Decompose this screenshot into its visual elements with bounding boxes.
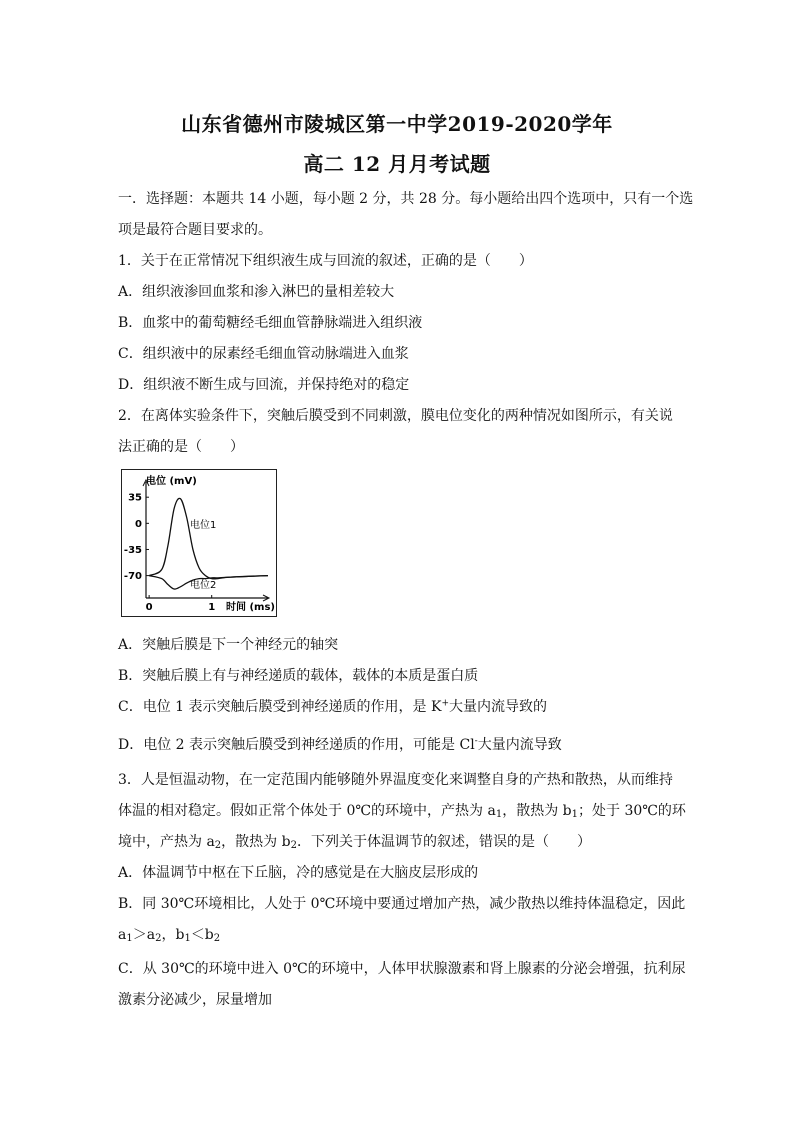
q1-option-d: D．组织液不断生成与回流，并保持绝对的稳定 — [118, 377, 410, 393]
q3-option-b-line2: $a_1>a_2$，$b_1<b_2$ — [118, 927, 221, 944]
q3-stem-line1: 3．人是恒温动物，在一定范围内能够随外界温度变化来调整自身的产热和散热，从而维持 — [118, 772, 673, 788]
q3-option-a: A．体温调节中枢在下丘脑，冷的感觉是在大脑皮层形成的 — [118, 865, 479, 881]
chart-series — [149, 498, 268, 589]
series-label-potential-1: 电位1 — [190, 520, 217, 531]
q3-option-b-line1: B．同 30℃环境相比，人处于 0℃环境中要通过增加产热，减少散热以维持体温稳定，因此 — [118, 896, 686, 912]
chart-y-label: 电位 (mV) — [146, 476, 197, 487]
q1-option-c: C．组织液中的尿素经毛细血管动脉端进入血浆 — [118, 346, 409, 362]
y-tick-label: -35 — [123, 544, 142, 556]
y-tick-label: 0 — [135, 518, 142, 530]
q2-stem-line2: 法正确的是（ ） — [118, 439, 244, 455]
q3-option-c-line2: 激素分泌减少，尿量增加 — [118, 992, 272, 1008]
q2-option-b: B．突触后膜上有与神经递质的载体，载体的本质是蛋白质 — [118, 668, 479, 684]
chart-ticks — [124, 493, 215, 613]
q3-stem-line2: 体温的相对稳定。假如正常个体处于 0℃的环境中，产热为 $a_1$，散热为 $b_1$；处于 30℃的环 — [118, 803, 686, 820]
x-tick-label: 0 — [145, 602, 153, 613]
y-tick-label: -70 — [123, 571, 142, 583]
q1-stem: 1．关于在正常情况下组织液生成与回流的叙述，正确的是（ ） — [118, 253, 533, 269]
q2-stem-line1: 2．在离体实验条件下，突触后膜受到不同刺激，膜电位变化的两种情况如图所示，有关说 — [118, 408, 673, 424]
q1-option-b: B．血浆中的葡萄糖经毛细血管静脉端进入组织液 — [118, 315, 423, 331]
chart-svg — [122, 470, 276, 616]
series-label-potential-2: 电位2 — [190, 580, 217, 591]
q3-stem-line3: 境中，产热为 $a_2$，散热为 $b_2$．下列关于体温调节的叙述，错误的是（ ） — [118, 834, 591, 851]
q3-option-c-line1: C．从 30℃的环境中进入 0℃的环境中，人体甲状腺激素和肾上腺素的分泌会增强，抗利尿 — [118, 961, 686, 977]
q2-option-c: C．电位 1 表示突触后膜受到神经递质的作用，是 K+大量内流导致的 — [118, 698, 547, 715]
series-line-1 — [149, 498, 268, 579]
section-intro-line2: 项是最符合题目要求的。 — [118, 222, 272, 238]
q2-option-d: D．电位 2 表示突触后膜受到神经递质的作用，可能是 Cl-大量内流导致 — [118, 736, 562, 753]
q1-option-a: A．组织液渗回血浆和渗入淋巴的量相差较大 — [118, 284, 395, 300]
membrane-potential-chart — [121, 469, 277, 617]
section-intro-line1: 一．选择题：本题共 14 小题，每小题 2 分，共 28 分。每小题给出四个选项中，只有一个选 — [118, 191, 694, 207]
chart-x-label: 时间 (ms) — [226, 602, 275, 613]
q2-option-a: A．突触后膜是下一个神经元的轴突 — [118, 637, 339, 653]
y-tick-label: 35 — [128, 492, 142, 504]
page-subtitle: 高二 12 月月考试题 — [303, 152, 491, 176]
page-title: 山东省德州市陵城区第一中学2019-2020学年 — [181, 112, 613, 136]
x-tick-label: 1 — [208, 602, 216, 613]
